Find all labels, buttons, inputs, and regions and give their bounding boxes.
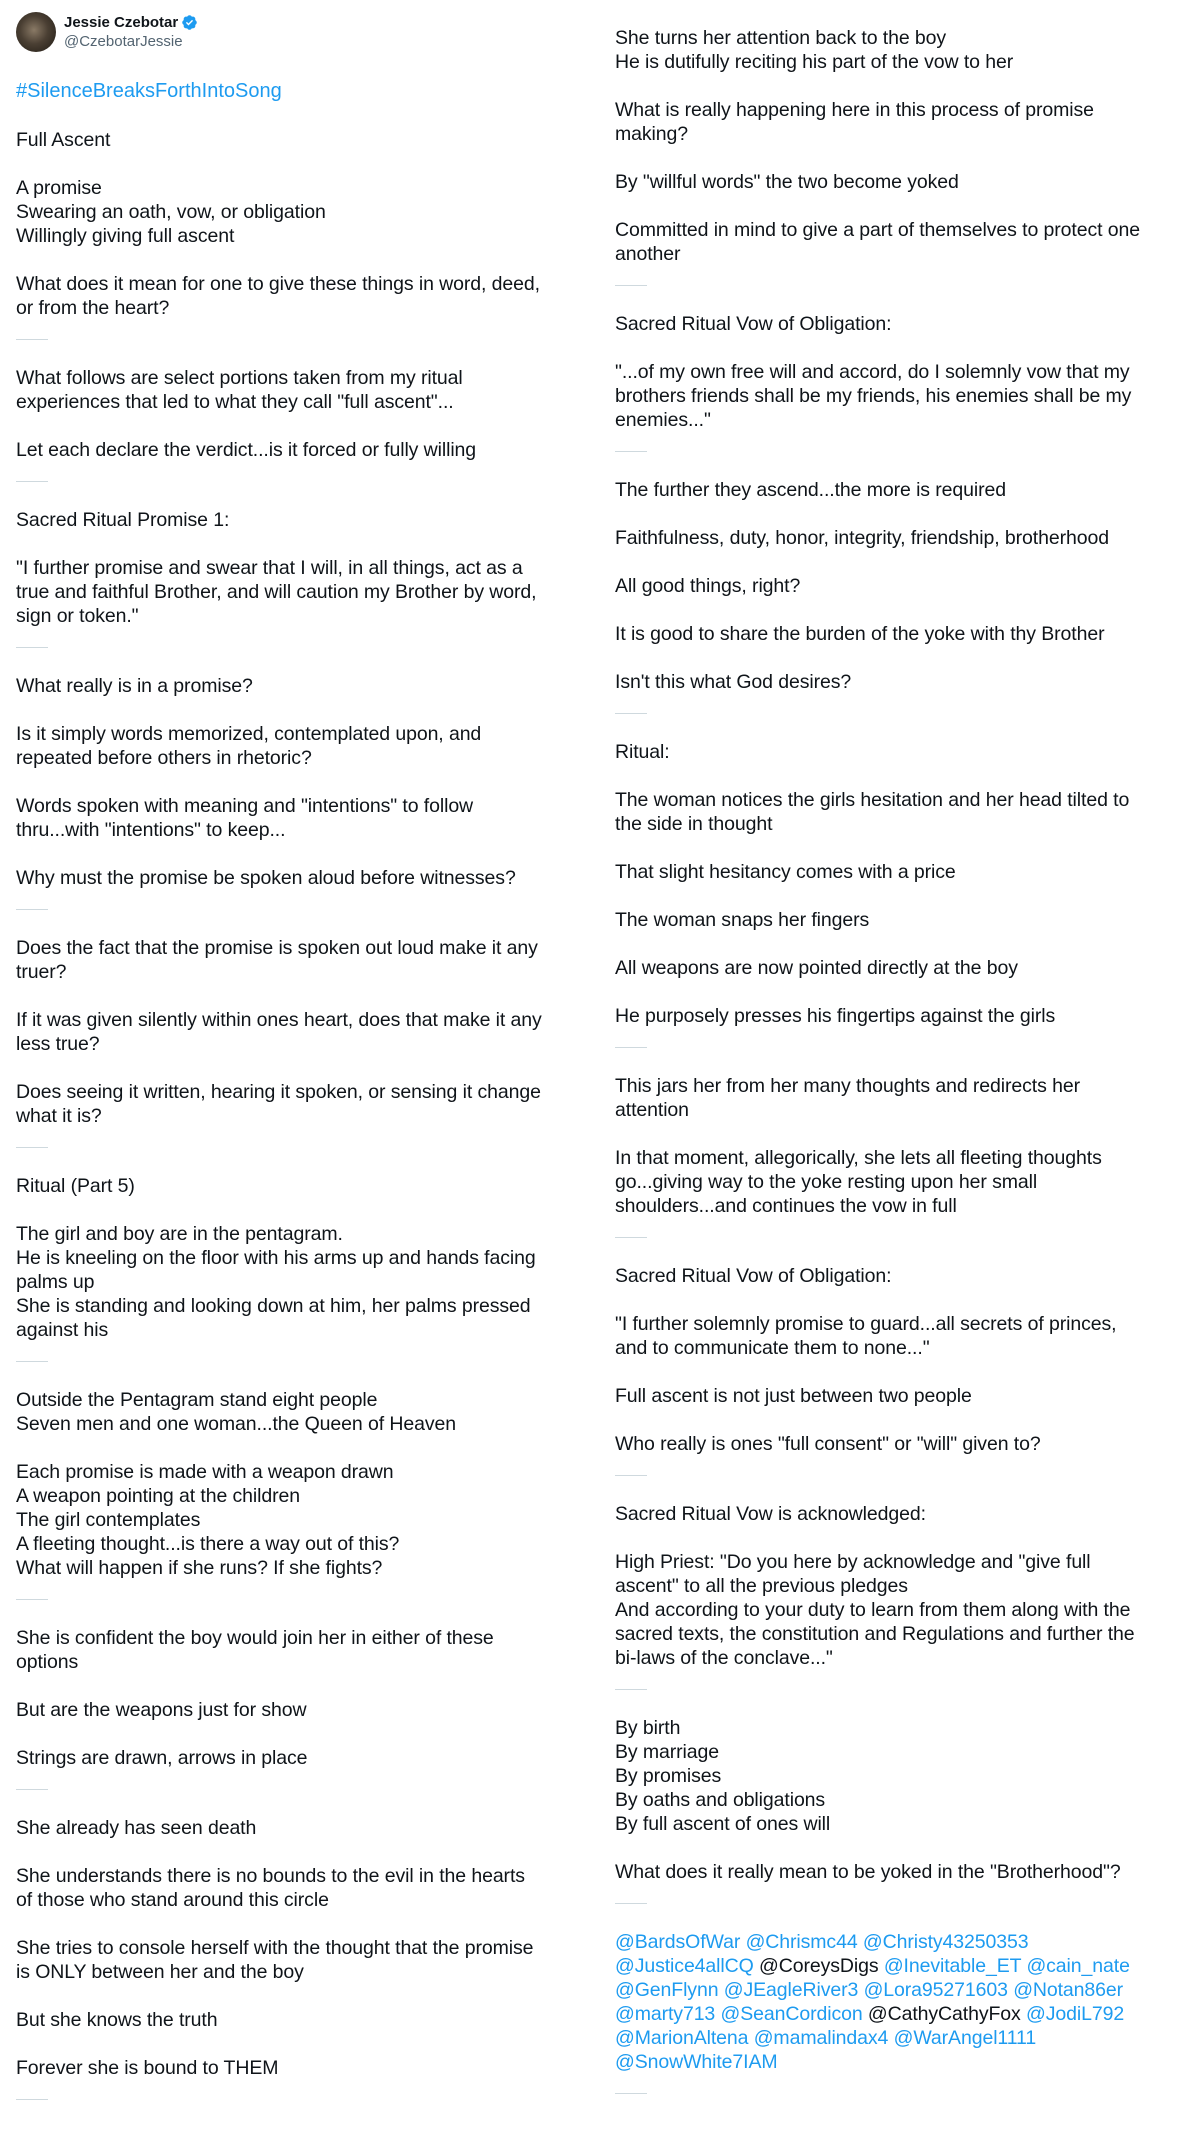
text-line: Words spoken with meaning and "intentions" to follow [16, 795, 474, 817]
text-line: What does it mean for one to give these things in word, deed, [16, 273, 540, 295]
text-group [615, 1716, 1196, 1884]
text-line: truer? [16, 961, 67, 983]
text-group [16, 366, 601, 462]
text-line: is ONLY between her and the boy [16, 1961, 304, 1983]
text-line: making? [615, 123, 689, 145]
mentions-list [615, 1930, 1196, 2074]
text-group [16, 936, 601, 1128]
text-group [615, 740, 1196, 1028]
mention-link[interactable]: @Lora95271603 [863, 1979, 1008, 2001]
text-line: But are the weapons just for show [16, 1699, 307, 1721]
text-line: true and faithful Brother, and will caution my Brother by word, [16, 581, 537, 603]
separator [615, 1456, 1196, 1502]
separator [615, 266, 1196, 312]
blank-line [615, 932, 1196, 956]
text-line: Willingly giving full ascent [16, 225, 235, 247]
text-line: The girl and boy are in the pentagram. [16, 1223, 343, 1245]
text-line: In that moment, allegorically, she lets all fleeting thoughts [615, 1147, 1102, 1169]
left-text-groups [16, 128, 601, 2126]
blank-line [615, 836, 1196, 860]
mention-link[interactable]: @CoreysDigs [759, 1955, 879, 1977]
text-group [16, 1388, 601, 1580]
text-group [16, 128, 601, 320]
mention-link[interactable]: @JEagleRiver3 [723, 1979, 859, 2001]
mention-link[interactable]: @WarAngel1111 [893, 2027, 1037, 2049]
text-line: But she knows the truth [16, 2009, 218, 2031]
text-line: If it was given silently within ones heart, does that make it any [16, 1009, 542, 1031]
separator [615, 1670, 1196, 1716]
mention-link[interactable]: @SnowWhite7IAM [615, 2051, 778, 2073]
mentions-line [615, 1930, 1196, 1954]
blank-line [615, 1288, 1196, 1312]
text-line: The further they ascend...the more is required [615, 479, 1007, 501]
blank-line [615, 764, 1196, 788]
text-group [615, 478, 1196, 694]
mention-link[interactable]: @GenFlynn [615, 1979, 719, 2001]
text-line: Does seeing it written, hearing it spoken, or sensing it change [16, 1081, 541, 1103]
text-line: bi-laws of the conclave..." [615, 1647, 833, 1669]
separator [615, 432, 1196, 478]
text-line: High Priest: "Do you here by acknowledge and "give full [615, 1551, 1091, 1573]
text-group [615, 26, 1196, 266]
blank-line [16, 698, 601, 722]
mention-link[interactable]: @BardsOfWar [615, 1931, 741, 1953]
text-line: He is kneeling on the floor with his arms up and hands facing [16, 1247, 536, 1269]
separator [16, 320, 601, 366]
text-line: What does it really mean to be yoked in the "Brotherhood"? [615, 1861, 1121, 1883]
text-line: ascent" to all the previous pledges [615, 1575, 908, 1597]
mentions-line [615, 1978, 1196, 2002]
text-group [16, 508, 601, 628]
text-line: A fleeting thought...is there a way out of this? [16, 1533, 400, 1555]
text-line: She is confident the boy would join her in either of these [16, 1627, 494, 1649]
blank-line [615, 1122, 1196, 1146]
text-line: or from the heart? [16, 297, 170, 319]
separator [16, 1770, 601, 1816]
blank-line [615, 1836, 1196, 1860]
text-group [615, 1074, 1196, 1218]
text-line: By marriage [615, 1741, 720, 1763]
text-line: All good things, right? [615, 575, 801, 597]
text-line: enemies..." [615, 409, 711, 431]
text-line: This jars her from her many thoughts and redirects her [615, 1075, 1080, 1097]
blank-line [615, 598, 1196, 622]
text-line: What really is in a promise? [16, 675, 253, 697]
separator [16, 1128, 601, 1174]
text-line: of those who stand around this circle [16, 1889, 329, 1911]
text-line: By "willful words" the two become yoked [615, 171, 959, 193]
text-line: sacred texts, the constitution and Regulations and further the [615, 1623, 1135, 1645]
text-line: Each promise is made with a weapon drawn [16, 1461, 394, 1483]
text-line: "I further promise and swear that I will, in all things, act as a [16, 557, 523, 579]
text-line: She understands there is no bounds to the evil in the hearts [16, 1865, 525, 1887]
separator [16, 1580, 601, 1626]
mention-link[interactable]: @Justice4allCQ [615, 1955, 754, 1977]
text-line: By birth [615, 1717, 681, 1739]
blank-line [16, 414, 601, 438]
text-line: the side in thought [615, 813, 773, 835]
text-line: Committed in mind to give a part of themselves to protect one [615, 219, 1140, 241]
text-line: It is good to share the burden of the yoke with thy Brother [615, 623, 1105, 645]
text-line: Full Ascent [16, 129, 111, 151]
text-line: attention [615, 1099, 689, 1121]
text-line: What follows are select portions taken from my ritual [16, 367, 463, 389]
text-line: experiences that led to what they call "full ascent"... [16, 391, 454, 413]
separator [16, 2080, 601, 2126]
separator [16, 890, 601, 936]
text-line: repeated before others in rhetoric? [16, 747, 312, 769]
text-line: Swearing an oath, vow, or obligation [16, 201, 326, 223]
text-line: less true? [16, 1033, 100, 1055]
text-line: go...giving way to the yoke resting upon her small [615, 1171, 1038, 1193]
mentions-line [615, 1954, 1196, 1978]
text-line: Outside the Pentagram stand eight people [16, 1389, 378, 1411]
text-line: Forever she is bound to THEM [16, 2057, 279, 2079]
separator [615, 1218, 1196, 1264]
text-group [16, 1816, 601, 2080]
text-line: and to communicate them to none..." [615, 1337, 930, 1359]
blank-line [615, 980, 1196, 1004]
blank-line [16, 532, 601, 556]
author-name[interactable]: Jessie Czebotar [64, 13, 179, 31]
text-line: Ritual (Part 5) [16, 1175, 135, 1197]
tweet-body-right-column [615, 26, 1196, 2120]
mention-link[interactable]: @Chrismc44 [745, 1931, 858, 1953]
text-line: against his [16, 1319, 109, 1341]
text-line: palms up [16, 1271, 95, 1293]
text-line: sign or token." [16, 605, 139, 627]
blank-line [16, 1912, 601, 1936]
mention-link[interactable]: @Notan86er [1013, 1979, 1124, 2001]
blank-line [16, 152, 601, 176]
blank-line [615, 502, 1196, 526]
mention-link[interactable]: @SeanCordicon [720, 2003, 863, 2025]
mention-link[interactable]: @marty713 [615, 2003, 716, 2025]
text-line: A weapon pointing at the children [16, 1485, 300, 1507]
mentions-line [615, 2050, 1196, 2074]
blank-line [16, 1984, 601, 2008]
text-line: Isn't this what God desires? [615, 671, 852, 693]
text-line: options [16, 1651, 79, 1673]
separator [615, 2074, 1196, 2120]
text-line: Sacred Ritual Vow of Obligation: [615, 1265, 892, 1287]
text-line: What will happen if she runs? If she fights? [16, 1557, 383, 1579]
author-handle[interactable]: @CzebotarJessie [64, 33, 183, 50]
mention-link[interactable]: @MarionAltena [615, 2027, 749, 2049]
text-line: She tries to console herself with the thought that the promise [16, 1937, 534, 1959]
blank-line [16, 1436, 601, 1460]
text-line: shoulders...and continues the vow in full [615, 1195, 957, 1217]
text-line: All weapons are now pointed directly at the boy [615, 957, 1018, 979]
blank-line [615, 1360, 1196, 1384]
text-line: She already has seen death [16, 1817, 257, 1839]
text-line: Does the fact that the promise is spoken out loud make it any [16, 937, 538, 959]
text-group [615, 1264, 1196, 1456]
text-line: The woman snaps her fingers [615, 909, 870, 931]
tweet-body-left-column [16, 79, 601, 2126]
author-info [64, 12, 198, 52]
tweet-header [16, 12, 198, 52]
separator [16, 1342, 601, 1388]
text-line: She turns her attention back to the boy [615, 27, 947, 49]
text-line: The girl contemplates [16, 1509, 201, 1531]
text-line: Full ascent is not just between two people [615, 1385, 972, 1407]
right-text-groups [615, 26, 1196, 1930]
text-line: He is dutifully reciting his part of the vow to her [615, 51, 1014, 73]
text-line: By full ascent of ones will [615, 1813, 831, 1835]
text-group [16, 1626, 601, 1770]
text-line: The woman notices the girls hesitation and her head tilted to [615, 789, 1130, 811]
text-group [615, 1502, 1196, 1670]
blank-line [16, 984, 601, 1008]
blank-line [16, 1056, 601, 1080]
blank-line [615, 884, 1196, 908]
text-line: Faithfulness, duty, honor, integrity, friendship, brotherhood [615, 527, 1109, 549]
mention-link[interactable]: @CathyCathyFox [867, 2003, 1021, 2025]
avatar[interactable] [16, 12, 56, 52]
blank-line [16, 1674, 601, 1698]
text-group [16, 674, 601, 890]
text-line: Strings are drawn, arrows in place [16, 1747, 308, 1769]
text-line: A promise [16, 177, 102, 199]
blank-line [16, 842, 601, 866]
verified-badge-icon [181, 14, 198, 31]
blank-line [615, 336, 1196, 360]
blank-line [16, 2032, 601, 2056]
separator [615, 1884, 1196, 1930]
blank-line [615, 194, 1196, 218]
text-line: Sacred Ritual Vow is acknowledged: [615, 1503, 926, 1525]
mention-link[interactable]: @mamalindax4 [753, 2027, 889, 2049]
blank-line [16, 248, 601, 272]
blank-line [615, 1408, 1196, 1432]
blank-line [16, 1840, 601, 1864]
text-group [16, 1174, 601, 1342]
separator [615, 694, 1196, 740]
blank-line [615, 646, 1196, 670]
blank-line [16, 770, 601, 794]
text-line: Let each declare the verdict...is it forced or fully willing [16, 439, 477, 461]
mention-link[interactable]: @Inevitable_ET [883, 1955, 1022, 1977]
text-line: What is really happening here in this process of promise [615, 99, 1094, 121]
text-line: Sacred Ritual Vow of Obligation: [615, 313, 892, 335]
text-line: Who really is ones "full consent" or "will" given to? [615, 1433, 1041, 1455]
text-line: Seven men and one woman...the Queen of Heaven [16, 1413, 456, 1435]
text-line: And according to your duty to learn from them along with the [615, 1599, 1131, 1621]
blank-line [16, 1198, 601, 1222]
mention-link[interactable]: @JodiL792 [1026, 2003, 1125, 2025]
text-line: brothers friends shall be my friends, his enemies shall be my [615, 385, 1132, 407]
blank-line [16, 1722, 601, 1746]
text-line: "I further solemnly promise to guard...all secrets of princes, [615, 1313, 1117, 1335]
text-line: another [615, 243, 681, 265]
text-line: what it is? [16, 1105, 102, 1127]
separator [16, 462, 601, 508]
text-line: thru...with "intentions" to keep... [16, 819, 286, 841]
blank-line [615, 74, 1196, 98]
text-line: That slight hesitancy comes with a price [615, 861, 956, 883]
text-group [615, 312, 1196, 432]
text-line: Ritual: [615, 741, 670, 763]
blank-line [615, 550, 1196, 574]
blank-line [615, 1526, 1196, 1550]
text-line: By oaths and obligations [615, 1789, 826, 1811]
mention-link[interactable]: @cain_nate [1026, 1955, 1130, 1977]
mentions-line [615, 2002, 1196, 2026]
text-line: He purposely presses his fingertips against the girls [615, 1005, 1056, 1027]
text-line: Why must the promise be spoken aloud before witnesses? [16, 867, 516, 889]
text-line: She is standing and looking down at him, her palms pressed [16, 1295, 531, 1317]
author-name-row [64, 12, 198, 32]
blank-line [615, 146, 1196, 170]
text-line: Sacred Ritual Promise 1: [16, 509, 230, 531]
separator [615, 1028, 1196, 1074]
text-line: "...of my own free will and accord, do I solemnly vow that my [615, 361, 1130, 383]
separator [16, 628, 601, 674]
mentions-line [615, 2026, 1196, 2050]
text-line: Is it simply words memorized, contemplated upon, and [16, 723, 482, 745]
mention-link[interactable]: @Christy43250353 [862, 1931, 1029, 1953]
hashtag-link[interactable]: #SilenceBreaksForthIntoSong [16, 80, 282, 102]
text-line: By promises [615, 1765, 722, 1787]
